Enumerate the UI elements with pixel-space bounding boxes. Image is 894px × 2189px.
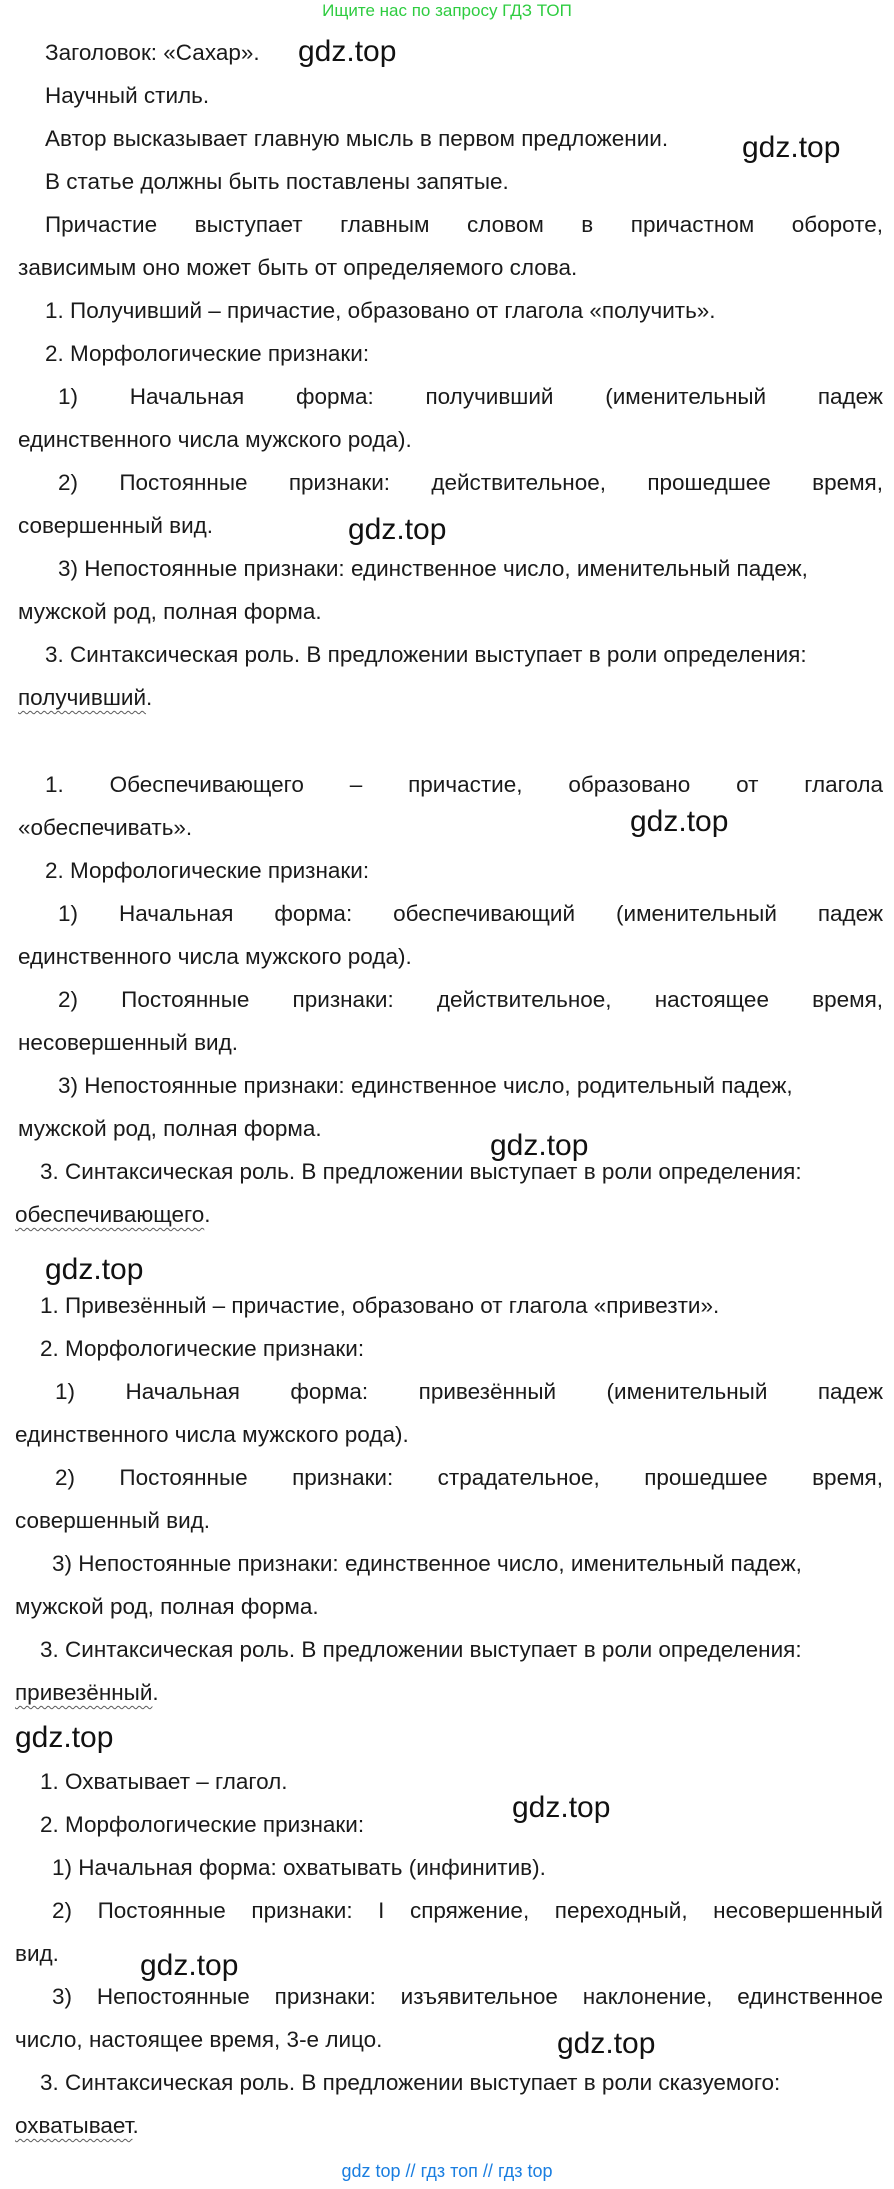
text-line: Научный стиль.: [45, 83, 210, 108]
text-line: мужской род, полная форма.: [18, 599, 322, 624]
text-line: 3. Синтаксическая роль. В предложении выступает в роли сказуемого:: [40, 2070, 781, 2095]
text-line: 3) Непостоянные признаки: единственное число, именительный падеж,: [58, 556, 808, 581]
text-line: 1. Охватывает – глагол.: [40, 1769, 288, 1794]
text-line: В статье должны быть поставлены запятые.: [45, 169, 509, 194]
text-line: 1) Начальная форма: получивший (именительный падеж: [58, 384, 883, 409]
footer-link-gdz-top-ru[interactable]: гдз топ: [420, 2161, 478, 2181]
underlined-word: привезённый: [15, 1680, 153, 1705]
syntax-answer-line: [15, 1678, 159, 1708]
text-line: вид.: [15, 1941, 59, 1966]
watermark: gdz.top: [298, 35, 397, 68]
text-line: 1. Привезённый – причастие, образовано от глагола «привезти».: [40, 1293, 720, 1318]
text-line: «обеспечивать».: [18, 815, 193, 840]
syntax-answer-line: [15, 1200, 211, 1230]
watermark: gdz.top: [557, 2027, 656, 2060]
text-line: 2) Постоянные признаки: действительное, прошедшее время,: [58, 470, 883, 495]
text-line: 1) Начальная форма: привезённый (именительный падеж: [55, 1379, 883, 1404]
text-line: 1) Начальная форма: охватывать (инфинитив).: [52, 1855, 546, 1880]
text-line: 3) Непостоянные признаки: единственное число, именительный падеж,: [52, 1551, 802, 1576]
text-line: 2) Постоянные признаки: страдательное, прошедшее время,: [55, 1465, 883, 1490]
watermark: gdz.top: [45, 1253, 144, 1286]
syntax-answer-line: [15, 2111, 139, 2141]
text-line: 2. Морфологические признаки:: [45, 858, 370, 883]
text-line: зависимым оно может быть от определяемого слова.: [18, 255, 578, 280]
underlined-word: получивший: [18, 685, 147, 710]
text-line: единственного числа мужского рода).: [18, 944, 412, 969]
watermark: gdz.top: [140, 1949, 239, 1982]
text-line: мужской род, полная форма.: [18, 1116, 322, 1141]
period: .: [146, 685, 153, 710]
period: .: [152, 1680, 159, 1705]
watermark: gdz.top: [512, 1791, 611, 1824]
text-line: Причастие выступает главным словом в причастном обороте,: [45, 212, 883, 237]
period: .: [204, 1202, 211, 1227]
watermark: gdz.top: [490, 1129, 589, 1162]
footer-links: [0, 2160, 894, 2182]
text-line: единственного числа мужского рода).: [18, 427, 412, 452]
watermark: gdz.top: [348, 513, 447, 546]
text-line: мужской род, полная форма.: [15, 1594, 319, 1619]
text-line: совершенный вид.: [18, 513, 214, 538]
text-line: единственного числа мужского рода).: [15, 1422, 409, 1447]
title-line: Заголовок: «Сахар».: [45, 40, 260, 65]
text-line: 1. Получивший – причастие, образовано от глагола «получить».: [45, 298, 716, 323]
text-line: Автор высказывает главную мысль в первом предложении.: [45, 126, 669, 151]
footer-link-gdz-top[interactable]: gdz top: [341, 2161, 401, 2181]
text-line: 3. Синтаксическая роль. В предложении выступает в роли определения:: [40, 1637, 802, 1662]
text-line: 3) Непостоянные признаки: единственное число, родительный падеж,: [58, 1073, 793, 1098]
watermark: gdz.top: [742, 131, 841, 164]
text-line: несовершенный вид.: [18, 1030, 238, 1055]
underlined-word: охватывает: [15, 2113, 133, 2138]
text-line: 3. Синтаксическая роль. В предложении выступает в роли определения:: [45, 642, 807, 667]
text-line: 2) Постоянные признаки: действительное, настоящее время,: [58, 987, 883, 1012]
watermark: gdz.top: [15, 1721, 114, 1754]
text-line: число, настоящее время, 3-е лицо.: [15, 2027, 383, 2052]
text-line: 3. Синтаксическая роль. В предложении выступает в роли определения:: [40, 1159, 802, 1184]
footer-link-gdz-top-mixed[interactable]: гдз top: [497, 2161, 553, 2181]
text-line: 2) Постоянные признаки: I спряжение, переходный, несовершенный: [52, 1898, 883, 1923]
text-line: 3) Непостоянные признаки: изъявительное наклонение, единственное: [52, 1984, 883, 2009]
text-line: 2. Морфологические признаки:: [40, 1812, 365, 1837]
period: .: [132, 2113, 139, 2138]
footer-separator: //: [482, 2161, 493, 2181]
text-line: 1) Начальная форма: обеспечивающий (именительный падеж: [58, 901, 883, 926]
footer-separator: //: [405, 2161, 416, 2181]
search-hint-link[interactable]: Ищите нас по запросу ГДЗ ТОП: [322, 1, 572, 20]
underlined-word: обеспечивающего: [15, 1202, 205, 1227]
text-line: 1. Обеспечивающего – причастие, образовано от глагола: [45, 772, 883, 797]
text-line: совершенный вид.: [15, 1508, 211, 1533]
syntax-answer-line: [18, 683, 152, 713]
text-line: 2. Морфологические признаки:: [40, 1336, 365, 1361]
watermark: gdz.top: [630, 805, 729, 838]
text-line: 2. Морфологические признаки:: [45, 341, 370, 366]
